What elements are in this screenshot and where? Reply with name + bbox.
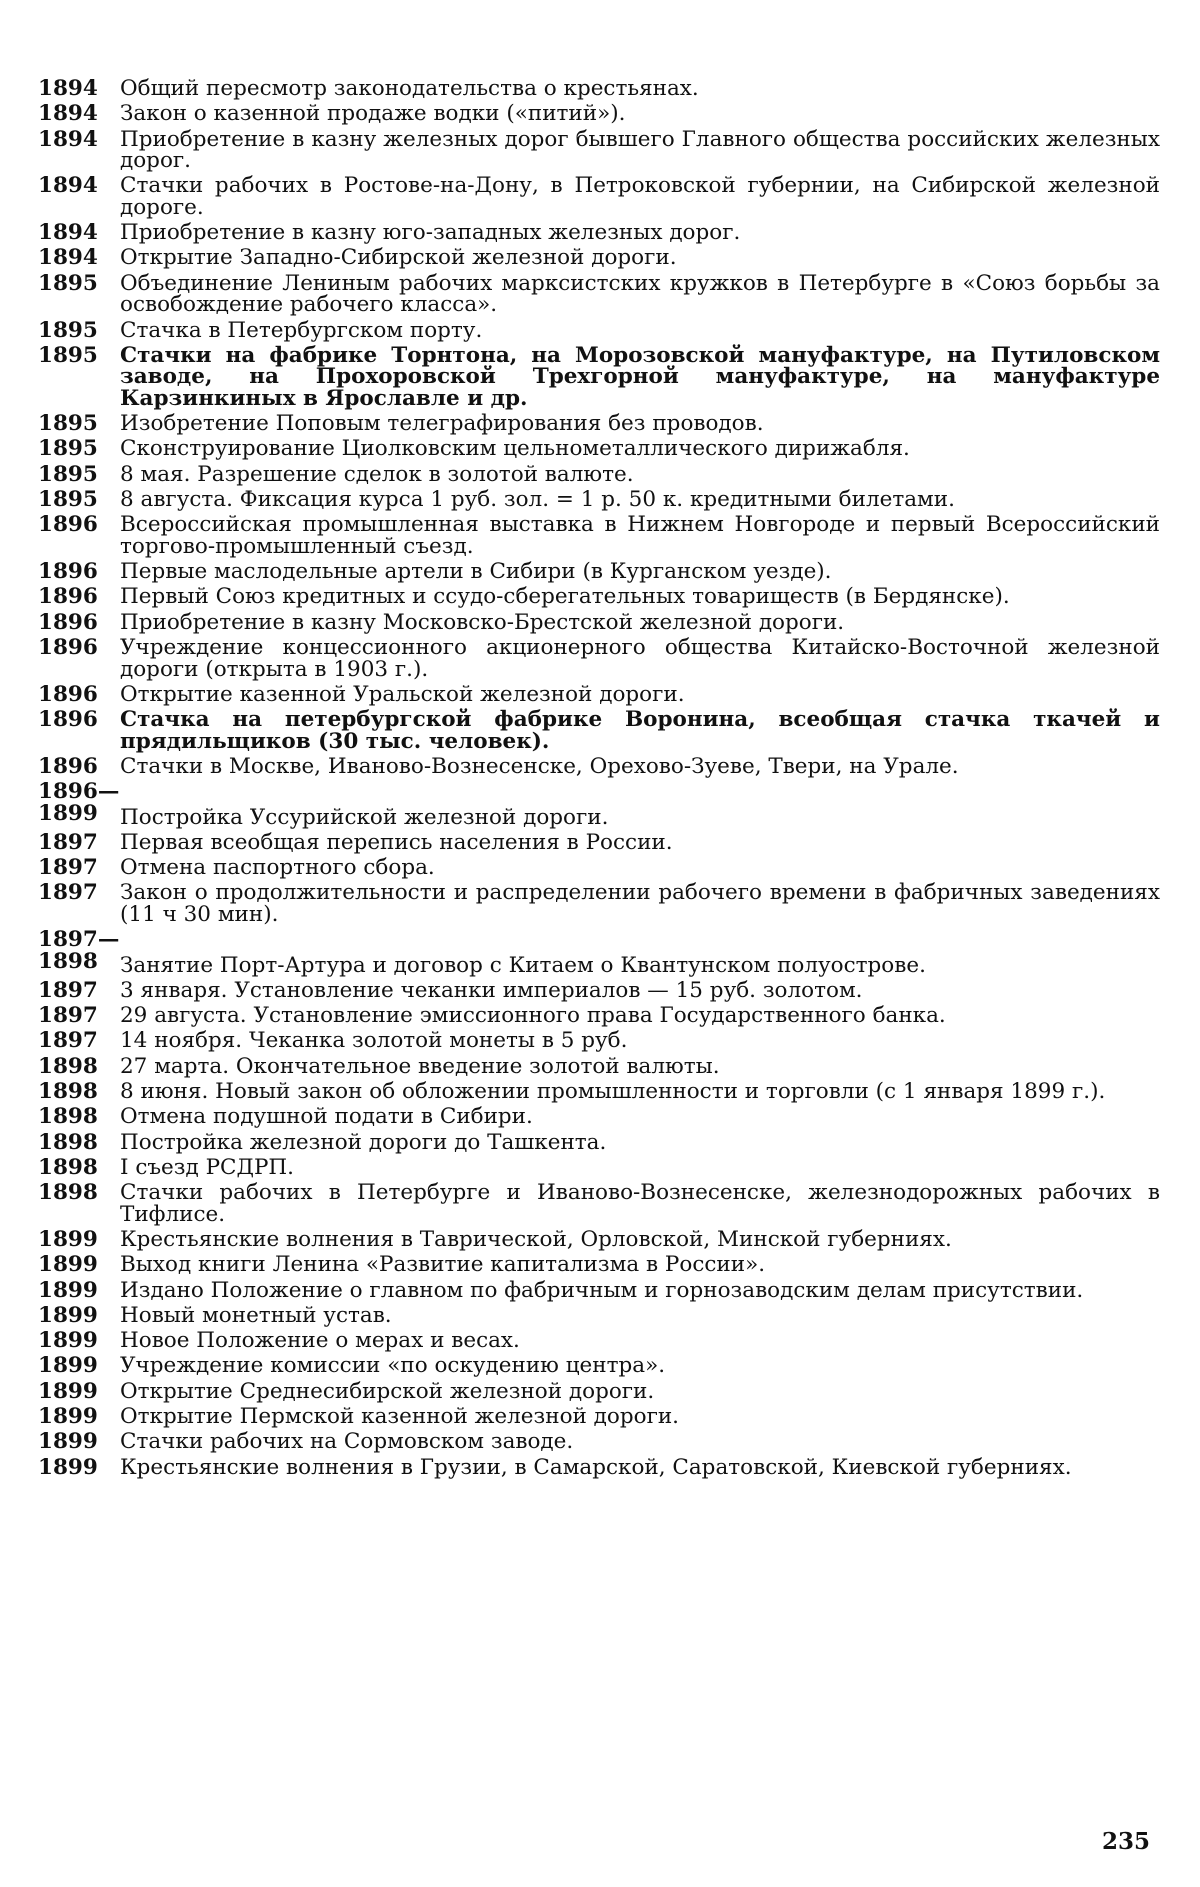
entry-year: 1894 [38, 126, 98, 152]
entry-text: Закон о казенной продаже водки («питий»). [120, 101, 626, 127]
entry-year: 1896 [38, 753, 98, 779]
chronology-entry [38, 1182, 1160, 1225]
entry-text: 8 июня. Новый закон об обложении промышленности и торговли (с 1 января 1899 г.). [120, 1079, 1106, 1104]
chronology-entry [38, 103, 1160, 125]
entry-text: Постройка Уссурийской железной дороги. [120, 804, 609, 830]
entry-text: 27 марта. Окончательное введение золотой валюты. [120, 1053, 720, 1079]
entry-text: Крестьянские волнения в Таврической, Орловской, Минской губерниях. [120, 1226, 952, 1252]
entry-text: Открытие казенной Уральской железной дороги. [120, 681, 685, 707]
entry-year: 1899 [38, 1277, 98, 1303]
entry-year: 1898 [38, 1180, 98, 1206]
entry-year: 1898 [38, 1079, 98, 1104]
chronology-entry [38, 1129, 1160, 1155]
chronology-entry [38, 1030, 1160, 1052]
entry-text: Первые маслодельные артели в Сибири (в Курганском уезде). [120, 559, 832, 585]
entry-year: 1895 [38, 317, 98, 343]
chronology-entry [38, 175, 1160, 218]
entry-text: Учреждение концессионного акционерного общества Китайско-Восточной железной дороги (открыта в 1903 г.). [120, 635, 1160, 682]
entry-year [38, 781, 120, 824]
entry-year: 1898 [38, 1053, 98, 1079]
entry-year: 1895 [38, 487, 98, 513]
chronology-entry [38, 342, 1160, 411]
chronology-entry [38, 1106, 1160, 1128]
entry-year: 1897 [38, 977, 98, 1003]
entry-year: 1899 [38, 1252, 98, 1278]
entry-text: Закон о продолжительности и распределении рабочего времени в фабричных заведениях (11 ч 30 мин). [120, 880, 1160, 927]
entry-text: Приобретение в казну Московско-Брестской железной дороги. [120, 609, 845, 635]
chronology-entry [38, 413, 1160, 435]
entry-year: 1895 [38, 342, 98, 368]
chronology-entry [38, 857, 1160, 879]
entry-text: Стачки рабочих на Сормовском заводе. [120, 1429, 574, 1455]
entry-text: Изобретение Поповым телеграфирования без проводов. [120, 411, 764, 437]
chronology-entry [38, 1406, 1160, 1428]
chronology-entry [38, 1330, 1160, 1352]
entry-text: 3 января. Установление чеканки империалов — 15 руб. золотом. [120, 977, 863, 1003]
chronology-entry [38, 829, 1160, 855]
entry-text: Стачка в Петербургском порту. [120, 317, 483, 343]
entry-year: 1896 [38, 584, 98, 610]
entry-text: I съезд РСДРП. [120, 1154, 295, 1180]
chronology-entry [38, 1454, 1160, 1480]
entry-text: Постройка железной дороги до Ташкента. [120, 1129, 607, 1155]
entry-text: Стачки на фабрике Торнтона, на Морозовской мануфактуре, на Путиловском заводе, на Прохоровской Трехгорной мануфактуре, на мануфактуре Карзинкиных в Ярославле и др. [120, 342, 1160, 411]
entry-year: 1896 [38, 707, 98, 733]
chronology-entry [38, 1302, 1160, 1328]
entry-year-start: 1897— [38, 927, 120, 953]
chronology-entry [38, 1053, 1160, 1079]
chronology-entry [38, 1005, 1160, 1027]
entry-year: 1899 [38, 1302, 98, 1328]
entry-text: Отмена паспортного сбора. [120, 855, 435, 881]
entry-year [38, 929, 120, 972]
chronology-entry [38, 247, 1160, 269]
entry-text: Сконструирование Циолковским цельнометаллического дирижабля. [120, 436, 910, 462]
chronology-entry [38, 609, 1160, 635]
chronology-entry [38, 514, 1160, 557]
chronology-entry [38, 586, 1160, 608]
chronology-entry [38, 1431, 1160, 1453]
chronology-entry [38, 489, 1160, 511]
entry-year: 1899 [38, 1378, 98, 1404]
chronology-entry [38, 781, 1160, 828]
entry-year-end: 1898 [38, 948, 98, 974]
entry-year: 1899 [38, 1454, 98, 1480]
entry-text: Открытие Среднесибирской железной дороги. [120, 1378, 655, 1404]
entry-year-end: 1899 [38, 800, 98, 826]
chronology-entry [38, 882, 1160, 925]
entry-year: 1897 [38, 1028, 98, 1054]
entry-text: 8 августа. Фиксация курса 1 руб. зол. = 1 р. 50 к. кредитными билетами. [120, 487, 955, 513]
entry-year: 1899 [38, 1429, 98, 1455]
entry-text: Всероссийская промышленная выставка в Нижнем Новгороде и первый Всероссийский торгово-промышленный съезд. [120, 512, 1160, 559]
entry-year: 1899 [38, 1328, 98, 1354]
chronology-entry [38, 1226, 1160, 1252]
entry-year: 1894 [38, 173, 98, 199]
entry-text: Стачка на петербургской фабрике Воронина, всеобщая стачка ткачей и прядильщиков (30 тыс. человек). [120, 707, 1160, 754]
entry-year: 1897 [38, 1003, 98, 1029]
chronology-entry [38, 1254, 1160, 1276]
entry-year: 1899 [38, 1226, 98, 1252]
page-number: 235 [1101, 1828, 1150, 1855]
entry-text: Новый монетный устав. [120, 1302, 392, 1328]
entry-year: 1898 [38, 1129, 98, 1155]
entry-text: Открытие Пермской казенной железной дороги. [120, 1404, 679, 1430]
entry-year: 1896 [38, 559, 98, 585]
chronology-entry [38, 270, 1160, 318]
chronology-entry [38, 317, 1160, 343]
chronology-entry [38, 753, 1160, 779]
entry-year: 1894 [38, 245, 98, 271]
entry-year: 1895 [38, 436, 98, 462]
chronology-entry [38, 681, 1160, 707]
chronology-entry [38, 461, 1160, 487]
chronology-entry [38, 1277, 1160, 1303]
entry-text: Первая всеобщая перепись населения в России. [120, 829, 673, 855]
entry-text: Приобретение в казну железных дорог бывшего Главного общества российских железных дорог. [120, 126, 1160, 174]
entry-year: 1897 [38, 880, 98, 906]
entry-year: 1899 [38, 1353, 98, 1379]
chronology-entry [38, 1081, 1160, 1103]
chronology-entry [38, 637, 1160, 680]
entry-text: Учреждение комиссии «по оскудению центра». [120, 1353, 666, 1379]
chronology-entry [38, 929, 1160, 976]
chronology-entry [38, 1378, 1160, 1404]
entry-text: Стачки рабочих в Петербурге и Иваново-Вознесенске, железнодорожных рабочих в Тифлисе. [120, 1180, 1160, 1227]
entry-year-start: 1896— [38, 779, 120, 805]
chronology-entry [38, 1355, 1160, 1377]
entry-year: 1894 [38, 76, 98, 101]
entry-text: 8 мая. Разрешение сделок в золотой валюте. [120, 461, 634, 487]
entry-text: 14 ноября. Чеканка золотой монеты в 5 руб. [120, 1028, 628, 1054]
entry-year: 1897 [38, 829, 98, 855]
chronology-entry [38, 126, 1160, 174]
entry-year: 1896 [38, 512, 98, 538]
entry-year: 1897 [38, 855, 98, 881]
entry-year: 1895 [38, 411, 98, 437]
entry-text: Открытие Западно-Сибирской железной дороги. [120, 245, 677, 271]
entry-year: 1895 [38, 461, 98, 487]
entry-text: Объединение Лениным рабочих марксистских кружков в Петербурге в «Союз борьбы за освобождение рабочего класса». [120, 270, 1160, 318]
chronology-list [38, 78, 1160, 1482]
entry-text: Стачки рабочих в Ростове-на-Дону, в Петроковской губернии, на Сибирской железной дороге. [120, 173, 1160, 220]
chronology-entry [38, 709, 1160, 752]
entry-text: Новое Положение о мерах и весах. [120, 1328, 520, 1354]
entry-text: Общий пересмотр законодательства о крестьянах. [120, 76, 699, 101]
entry-year: 1899 [38, 1404, 98, 1430]
entry-text: Приобретение в казну юго-западных железных дорог. [120, 220, 741, 246]
chronology-entry [38, 78, 1160, 100]
entry-text: Выход книги Ленина «Развитие капитализма в России». [120, 1252, 766, 1278]
chronology-entry [38, 977, 1160, 1003]
entry-year: 1898 [38, 1154, 98, 1180]
entry-year: 1895 [38, 270, 98, 296]
entry-year: 1896 [38, 681, 98, 707]
entry-year: 1896 [38, 635, 98, 661]
entry-year: 1894 [38, 220, 98, 246]
entry-year: 1896 [38, 609, 98, 635]
entry-text: Первый Союз кредитных и ссудо-сберегательных товариществ (в Бердянске). [120, 584, 1010, 610]
entry-text: Стачки в Москве, Иваново-Вознесенске, Орехово-Зуеве, Твери, на Урале. [120, 753, 959, 779]
chronology-entry [38, 438, 1160, 460]
chronology-entry [38, 222, 1160, 244]
entry-text: Издано Положение о главном по фабричным и горнозаводским делам присутствии. [120, 1277, 1084, 1303]
chronology-entry [38, 1154, 1160, 1180]
entry-text: 29 августа. Установление эмиссионного права Государственного банка. [120, 1003, 946, 1029]
entry-text: Занятие Порт-Артура и договор с Китаем о Квантунском полуострове. [120, 952, 926, 978]
entry-year: 1894 [38, 101, 98, 127]
entry-text: Крестьянские волнения в Грузии, в Самарской, Саратовской, Киевской губерниях. [120, 1454, 1072, 1480]
chronology-entry [38, 561, 1160, 583]
entry-text: Отмена подушной подати в Сибири. [120, 1104, 533, 1130]
entry-year: 1898 [38, 1104, 98, 1130]
